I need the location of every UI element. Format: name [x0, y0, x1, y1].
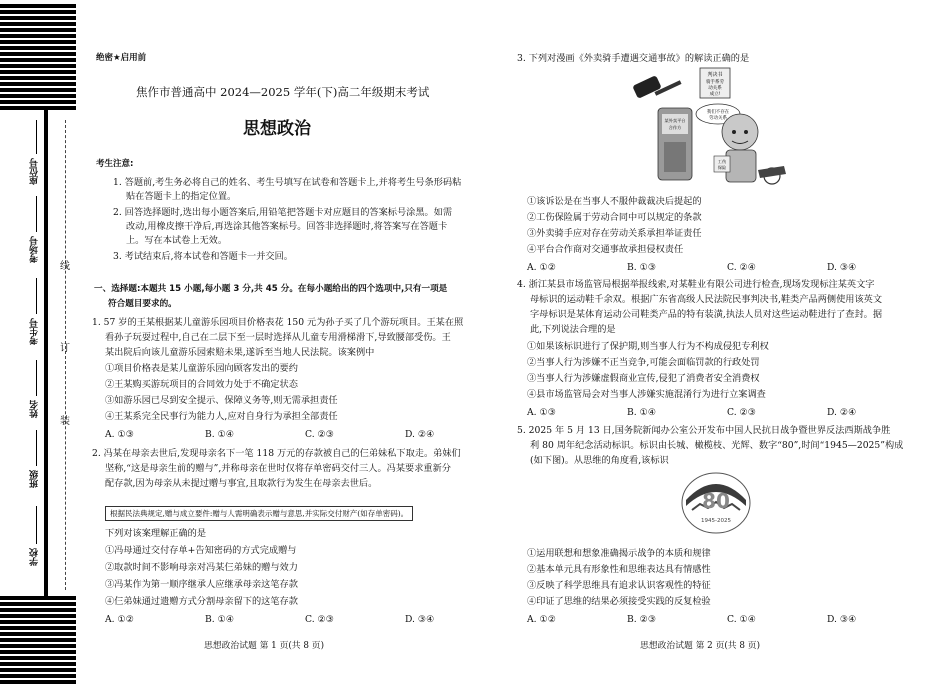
section-heading-cont: 符合题目要求的。 — [108, 299, 177, 309]
section-heading: 一、选择题:本题共 15 小题,每小题 3 分,共 45 分。在每小题给出的四个选项中,只有一项是 — [94, 284, 448, 294]
exam-room-line — [36, 196, 37, 232]
binding-stripe — [0, 34, 76, 38]
q1-choice-3: ③如游乐园已尽到安全提示、保障义务等,则无需承担责任 — [105, 395, 338, 406]
q1-option-b[interactable]: B. ①④ — [205, 429, 235, 440]
binding-stripe — [0, 106, 76, 110]
q1-choice-4: ④王某系完全民事行为能力人,应对自身行为承担全部责任 — [105, 411, 338, 422]
binding-stripe — [0, 22, 76, 26]
q4-option-b[interactable]: B. ①④ — [627, 407, 657, 418]
q4-choice-4: ④县市场监管局会对当事人涉嫌实施混淆行为进行立案调查 — [527, 389, 766, 400]
exam-room-label: 考场号 — [30, 236, 40, 263]
notice-2: 2. 回答选择题时,选出每小题答案后,用铅笔把答题卡对应题目的答案标号涂黑。如需 — [113, 207, 453, 218]
q5-stem-3: (如下图)。从思维的角度看,该标识 — [530, 455, 669, 466]
binding-mark-line: 线 — [60, 261, 70, 272]
cartoon-judgement-title: 判决书 — [707, 72, 723, 78]
notice-1: 1. 答题前,考生务必将自己的姓名、考生号填写在试卷和答题卡上,并将考生号条形码粘 — [113, 177, 462, 188]
q3-choice-2: ②工伤保险属于劳动合同中可以规定的条款 — [527, 212, 702, 223]
binding-stripe — [0, 602, 76, 606]
q2-option-a[interactable]: A. ①② — [105, 614, 134, 625]
binding-stripe — [0, 82, 76, 86]
logo-years: 1945-2025 — [701, 518, 731, 524]
q1-stem-3: 某出院后向该儿童游乐园索赔未果,遂诉至当地人民法院。该案例中 — [105, 347, 375, 358]
q2-choice-2: ②取款时间不影响母亲对冯某仨弟妹的赠与效力 — [105, 562, 298, 573]
q2-choice-3: ③冯某作为第一顺序继承人应继承母亲这笔存款 — [105, 579, 298, 590]
q2-law-quote-box: 根据民法典规定,赠与成立要件:赠与人需明确表示赠与意思,并实际交付财产(如存单密码)。 — [105, 506, 413, 521]
q1-stem-2: 看孙子玩耍过程中,自己在二层下至一层时选择从儿童专用滑梯滑下,导致腰部受伤。王 — [105, 332, 451, 343]
q5-choice-1: ①运用联想和想象准确揭示战争的本质和规律 — [527, 548, 711, 559]
binding-mark-staple: 订 — [60, 343, 70, 354]
binding-stripe — [0, 620, 76, 624]
q2-stem-1: 2. 冯某在母亲去世后,发现母亲名下一笔 118 万元的存款被自己的仨弟妹私下取走。弟妹们 — [92, 448, 461, 459]
svg-text:某外卖平台: 某外卖平台 — [664, 118, 686, 123]
binding-stripe — [0, 638, 76, 642]
class-line — [36, 430, 37, 466]
binding-stripe — [0, 656, 76, 660]
class-label: 班级 — [30, 470, 40, 488]
binding-stripe — [0, 650, 76, 654]
q4-stem-4: 此,下列说法合理的是 — [530, 324, 616, 335]
binding-stripe — [0, 40, 76, 44]
binding-stripe — [0, 608, 76, 612]
svg-text:成立!: 成立! — [709, 92, 721, 97]
q2-option-d[interactable]: D. ③④ — [405, 614, 435, 625]
q2-option-b[interactable]: B. ①④ — [205, 614, 235, 625]
binding-stripe — [0, 668, 76, 672]
q4-choice-1: ①如果该标识进行了保护期,则当事人行为不构成侵犯专利权 — [527, 341, 769, 352]
q4-option-c[interactable]: C. ②③ — [727, 407, 757, 418]
name-label: 姓名 — [30, 400, 40, 418]
name-line — [36, 360, 37, 396]
q5-option-a[interactable]: A. ①② — [527, 614, 556, 625]
seat-number-label: 座位号 — [30, 158, 40, 185]
q4-stem-2: 母标识的运动鞋千余双。根据广东省高级人民法院民事判决书,鞋类产品两侧使用该英文 — [530, 294, 883, 305]
binding-stripe — [0, 632, 76, 636]
binding-mark-bind: 装 — [60, 416, 70, 427]
q4-option-a[interactable]: A. ①③ — [527, 407, 556, 418]
q4-stem-1: 4. 浙江某县市场监管局根据举报线索,对某鞋业有限公司进行检查,现场发现标注某英文字 — [517, 279, 875, 290]
binding-stripe — [0, 10, 76, 14]
q1-option-d[interactable]: D. ②④ — [405, 429, 435, 440]
q5-stem-2: 利 80 周年纪念活动标识。标识由长城、橄榄枝、光辉、数字“80”,时间“1945—2025”构成 — [530, 440, 904, 451]
binding-stripe — [0, 52, 76, 56]
binding-stripe — [0, 662, 76, 666]
binding-rail — [44, 106, 48, 596]
svg-text:合作方: 合作方 — [668, 125, 682, 130]
binding-stripe — [0, 644, 76, 648]
q1-stem-1: 1. 57 岁的王某根据某儿童游乐园项目价格表花 150 元为孙子买了几个游玩项目。王某在照 — [92, 317, 464, 328]
school-label: 学校 — [30, 548, 40, 566]
notice-3: 3. 考试结束后,将本试卷和答题卡一并交回。 — [113, 251, 293, 262]
binding-stripe — [0, 64, 76, 68]
binding-stripe — [0, 4, 76, 8]
q4-choice-3: ③当事人行为涉嫌虚假商业宣传,侵犯了消费者安全消费权 — [527, 373, 760, 384]
q2-stem-3: 配存款,因为母亲从未提过赠与事宜,且取款行为发生在母亲去世后。 — [105, 478, 378, 489]
q1-choice-2: ②王某购买游玩项目的合同效力处于不确定状态 — [105, 379, 298, 390]
q2-stem-2: 坚称,“这是母亲生前的赠与”,并称母亲在世时仅将存单密码交付三人。冯某要求重新分 — [105, 463, 451, 474]
secret-label: 绝密★启用前 — [96, 53, 147, 63]
q3-choice-1: ①该诉讼是在当事人不服仲裁裁决后提起的 — [527, 196, 702, 207]
q5-choice-4: ④印证了思维的结果必须接受实践的反复检验 — [527, 596, 711, 607]
q1-option-c[interactable]: C. ②③ — [305, 429, 335, 440]
page-2-footer: 思想政治试题 第 2 页(共 8 页) — [640, 641, 761, 651]
binding-stripe — [0, 680, 76, 684]
q3-options — [527, 261, 927, 274]
binding-stripe — [0, 674, 76, 678]
q3-option-a[interactable]: A. ①② — [527, 262, 556, 273]
binding-stripe — [0, 596, 76, 600]
q4-stem-3: 字母标识是某体育运动公司鞋类产品的特有装潢,执法人员对这些运动鞋进行了查封。据 — [530, 309, 883, 320]
q5-option-d[interactable]: D. ③④ — [827, 614, 857, 625]
logo-number: 80 — [702, 489, 730, 513]
q4-choice-2: ②当事人行为涉嫌不正当竞争,可能会面临罚款的行政处罚 — [527, 357, 760, 368]
candidate-number-label: 考生号 — [30, 318, 40, 345]
binding-stripe — [0, 100, 76, 104]
q3-cartoon-image — [628, 66, 790, 190]
q4-option-d[interactable]: D. ②④ — [827, 407, 857, 418]
binding-stripe — [0, 614, 76, 618]
svg-text:我们不存在: 我们不存在 — [706, 110, 730, 115]
binding-stripe — [0, 70, 76, 74]
q5-option-c[interactable]: C. ①④ — [727, 614, 757, 625]
binding-stripe — [0, 46, 76, 50]
subject-title: 思想政治 — [243, 119, 311, 139]
notice-2-cont2: 上。写在本试卷上无效。 — [126, 235, 228, 246]
binding-stripe — [0, 58, 76, 62]
q2-options — [105, 613, 505, 626]
q1-option-a[interactable]: A. ①③ — [105, 429, 134, 440]
q1-choice-1: ①项目价格表是某儿童游乐园向顾客发出的要约 — [105, 363, 298, 374]
svg-text:动关系: 动关系 — [708, 86, 722, 91]
svg-text:骑手系劳: 骑手系劳 — [706, 80, 724, 85]
q2-choice-1: ①冯母通过交付存单+告知密码的方式完成赠与 — [105, 545, 297, 556]
candidate-number-line — [36, 278, 37, 314]
q2-option-c[interactable]: C. ②③ — [305, 614, 335, 625]
q3-option-c[interactable]: C. ②④ — [727, 262, 757, 273]
notice-2-cont: 改动,用橡皮擦干净后,再选涂其他答案标号。回答非选择题时,将答案写在答题卡 — [126, 221, 448, 232]
q5-choice-3: ③反映了科学思维具有追求认识客观性的特征 — [527, 580, 711, 591]
svg-text:工伤: 工伤 — [717, 159, 727, 164]
binding-stripe — [0, 28, 76, 32]
binding-stripe — [0, 16, 76, 20]
q5-option-b[interactable]: B. ②③ — [627, 614, 657, 625]
notice-heading: 考生注意: — [96, 159, 134, 169]
q5-stem-1: 5. 2025 年 5 月 13 日,国务院新闻办公室公开发布中国人民抗日战争暨世界反法西斯战争胜 — [517, 425, 891, 436]
q1-options — [105, 428, 505, 441]
q5-choice-2: ②基本单元具有形象性和思维表达具有情感性 — [527, 564, 711, 575]
binding-stripe — [0, 626, 76, 630]
binding-stripe — [0, 76, 76, 80]
binding-stripe — [0, 88, 76, 92]
q3-choice-3: ③外卖骑手应对存在劳动关系承担举证责任 — [527, 228, 702, 239]
q4-options — [527, 406, 927, 419]
svg-text:保险: 保险 — [717, 165, 727, 170]
exam-title: 焦作市普通高中 2024—2025 学年(下)高二年级期末考试 — [136, 85, 430, 99]
notice-1-cont: 贴在答题卡上的指定位置。 — [126, 191, 237, 202]
q5-options — [527, 613, 927, 626]
page-1-footer: 思想政治试题 第 1 页(共 8 页) — [204, 641, 325, 651]
q3-option-b[interactable]: B. ①③ — [627, 262, 657, 273]
q2-choice-4: ④仨弟妹通过遗赠方式分割母亲留下的这笔存款 — [105, 596, 298, 607]
q3-stem: 3. 下列对漫画《外卖骑手遭遇交通事故》的解读正确的是 — [517, 53, 750, 64]
svg-text:劳动关系: 劳动关系 — [709, 116, 727, 121]
school-line — [36, 506, 37, 544]
q3-option-d[interactable]: D. ③④ — [827, 262, 857, 273]
binding-stripe — [0, 94, 76, 98]
q5-anniversary-logo-image — [676, 470, 756, 536]
binding-dashed-line — [65, 120, 66, 590]
seat-number-line — [36, 120, 37, 154]
q2-prompt: 下列对该案理解正确的是 — [105, 528, 207, 539]
q3-choice-4: ④平台合作商对交通事故承担侵权责任 — [527, 244, 684, 255]
